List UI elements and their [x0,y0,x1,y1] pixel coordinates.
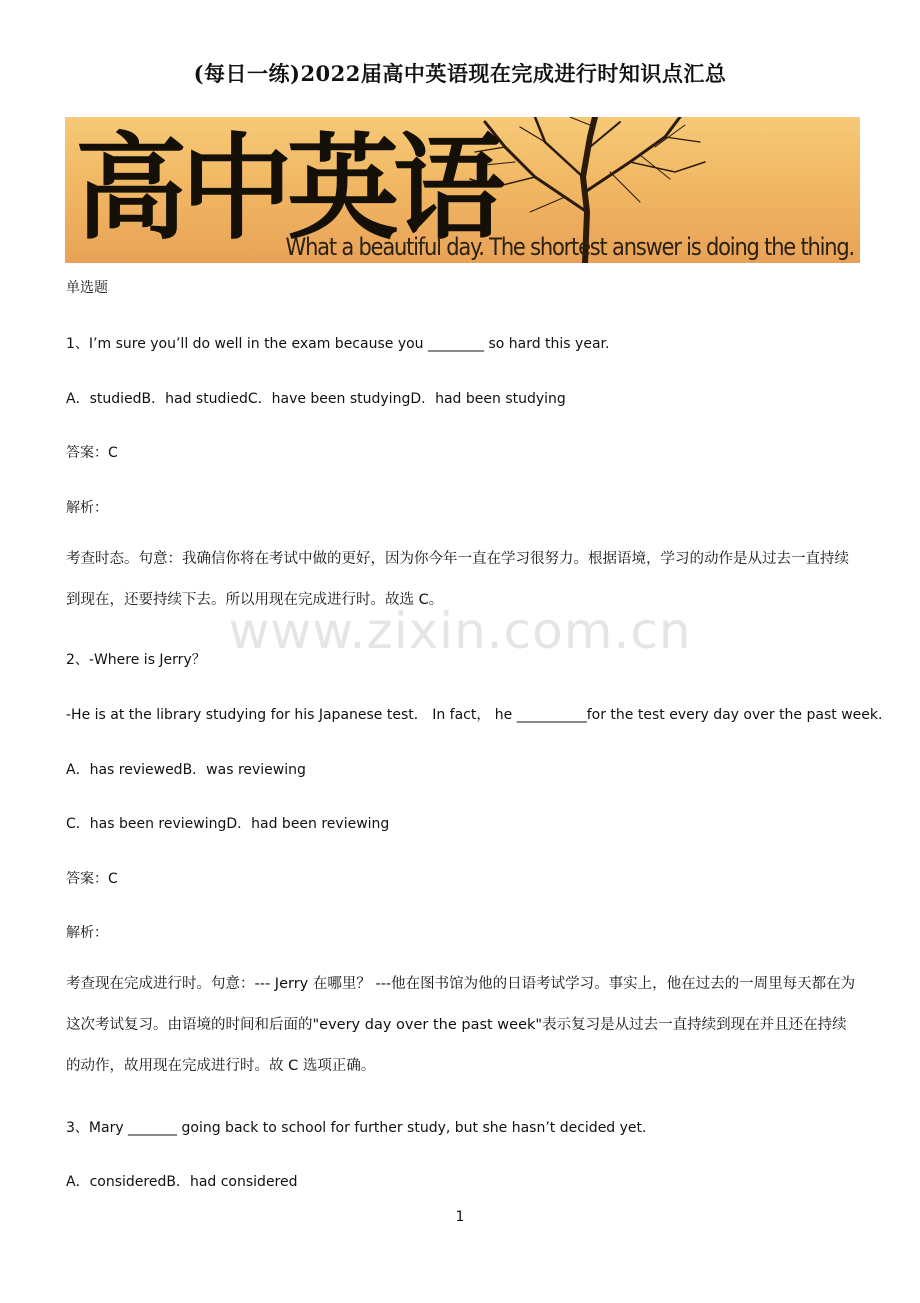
banner-title: 高中英语 [75,121,499,256]
question-2-stem: 2、-Where is Jerry？ [66,652,206,668]
watermark: www.zixin.com.cn [228,602,692,660]
question-2-options-cd: C．has been reviewingD．had been reviewing [66,816,390,832]
question-2-analysis-label: 解析： [66,925,108,941]
question-1-options: A．studiedB．had studiedC．have been studyingD．had been studying [66,391,566,407]
question-1-analysis: 考查时态。句意：我确信你将在考试中做的更好，因为你今年一直在学习很努力。根据语境，学习的动作是从过去一直持续到现在，还要持续下去。所以用现在完成进行时。故选 C。 [66,551,849,608]
page-number: 1 [455,1209,465,1225]
question-1-stem: 1、I’m sure you’ll do well in the exam because you ________ so hard this year. [66,336,610,352]
question-3-options: A．consideredB．had considered [66,1174,298,1190]
section-heading: 单选题 [66,280,108,296]
question-2-analysis: 考查现在完成进行时。句意：--- Jerry 在哪里？ ---他在图书馆为他的日语考试学习。事实上，他在过去的一周里每天都在为这次考试复习。由语境的时间和后面的"every day over the past week"表示复习是从过去一直持续到现在并且还在持续的动作，故用现在完成进行时。故 C 选项正确。 [66,976,856,1074]
banner-slogan: What a beautiful day. The shortest answer is doing the thing. [285,233,854,261]
banner-image [65,117,860,263]
question-3-stem: 3、Mary _______ going back to school for further study, but she hasn’t decided yet. [66,1120,647,1136]
question-2-stem-continued: -He is at the library studying for his Japanese test． In fact， he __________for the test every day over the past week. [66,707,883,723]
question-2-answer: 答案：C [66,871,118,887]
question-1-answer: 答案：C [66,445,118,461]
question-1-analysis-label: 解析： [66,500,108,516]
question-2-options-ab: A．has reviewedB．was reviewing [66,762,306,778]
document-title: (每日一练)2022届高中英语现在完成进行时知识点汇总 [193,61,727,86]
